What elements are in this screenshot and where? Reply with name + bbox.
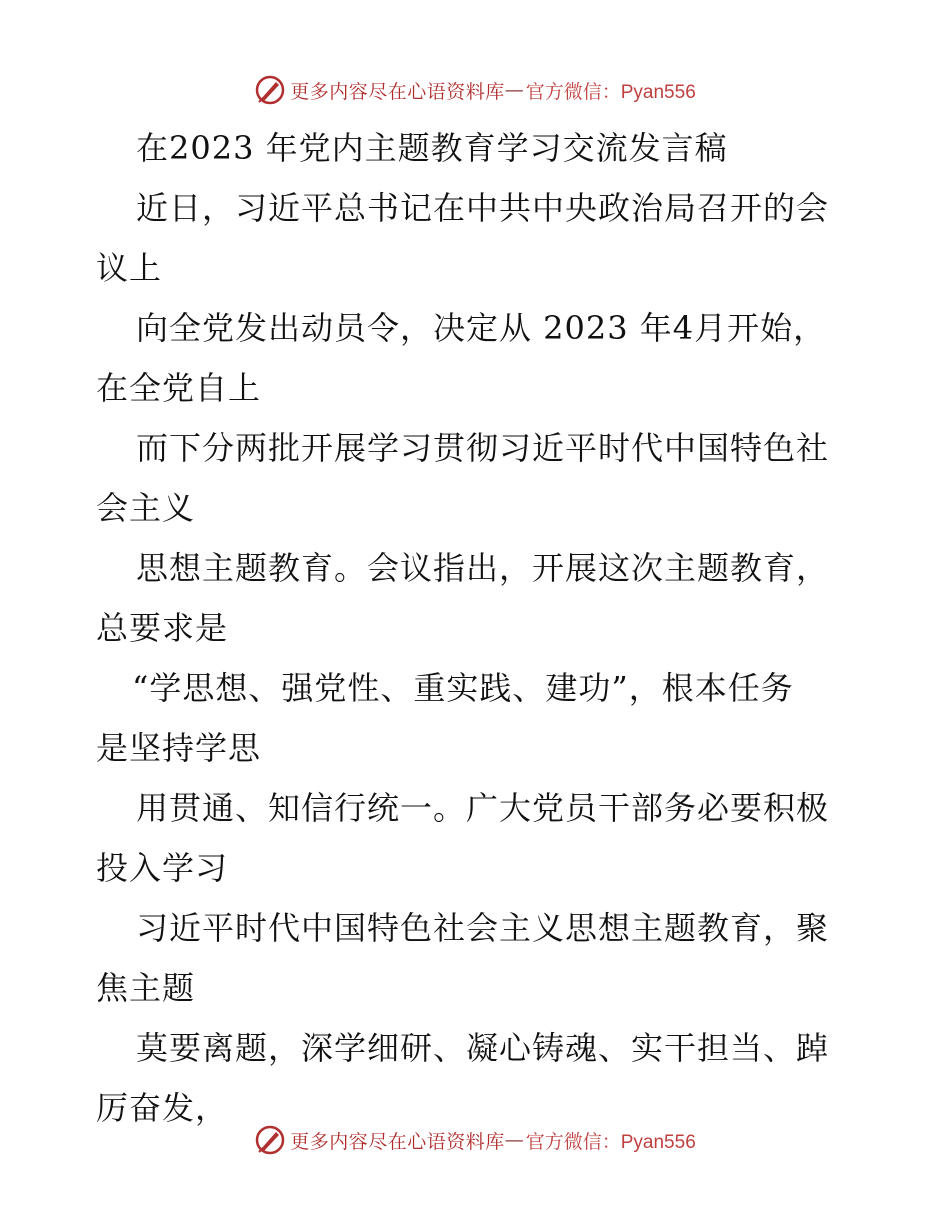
banner-separator: — <box>504 1129 524 1151</box>
paragraph-line: 在全党自上 <box>96 369 262 407</box>
paragraph-line: 莫要离题，深学细研、凝心铸魂、实干担当、踔 <box>136 1029 830 1067</box>
paragraph-line: “学思想、强党性、重实践、建功”，根本任务 <box>132 669 794 707</box>
paragraph-line: 会主义 <box>96 489 196 527</box>
footer-banner <box>0 1120 950 1160</box>
document-title: 在2023 年党内主题教育学习交流发言稿 <box>136 129 728 167</box>
paragraph-line: 用贯通、知信行统一。广大党员干部务必要积极 <box>136 789 830 827</box>
paragraph-line: 焦主题 <box>96 969 196 1007</box>
document-body <box>96 118 856 1138</box>
banner-separator: — <box>504 79 524 101</box>
paragraph-line: 习近平时代中国特色社会主义思想主题教育，聚 <box>136 909 830 947</box>
banner-contact: 官方微信：Pyan556 <box>525 81 696 103</box>
banner-text: 更多内容尽在心语资料库 <box>290 1130 505 1153</box>
paragraph-line: 总要求是 <box>96 609 229 647</box>
paragraph-line: 是坚持学思 <box>96 729 262 767</box>
paragraph-line: 投入学习 <box>96 849 229 887</box>
pen-logo-icon <box>254 1124 286 1156</box>
banner-text: 更多内容尽在心语资料库 <box>290 80 505 103</box>
pen-logo-icon <box>254 74 286 106</box>
paragraph-line: 议上 <box>96 249 163 287</box>
paragraph-line: 近日，习近平总书记在中共中央政治局召开的会 <box>136 189 830 227</box>
paragraph-line: 思想主题教育。会议指出，开展这次主题教育， <box>136 549 830 587</box>
header-banner <box>0 70 950 110</box>
paragraph-line: 向全党发出动员令，决定从 2023 年4月开始， <box>136 309 827 347</box>
paragraph-line: 厉奋发， <box>96 1089 229 1127</box>
paragraph-line: 而下分两批开展学习贯彻习近平时代中国特色社 <box>136 429 830 467</box>
banner-contact: 官方微信：Pyan556 <box>525 1131 696 1153</box>
